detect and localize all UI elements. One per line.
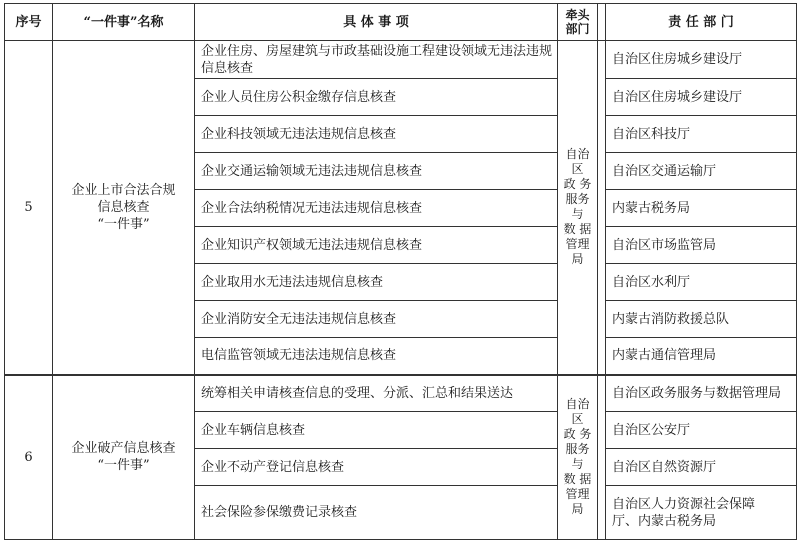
group-name-line3: “一件事” [97,216,150,232]
dept-cell: 自治区公安厅 [606,412,797,449]
lead-line: 管理局 [565,237,590,267]
dept-cell: 自治区水利厅 [606,264,797,301]
table-header-row [5,4,797,41]
header-no: 序号 [5,4,53,41]
header-lead-line2: 部门 [565,22,590,36]
item-cell: 企业合法纳税情况无违法违规信息核查 [195,190,558,227]
table-row [5,375,797,412]
item-cell: 企业车辆信息核查 [195,412,558,449]
lead-line: 自治区 [565,397,590,427]
dept-cell: 自治区住房城乡建设厅 [606,79,797,116]
item-cell: 企业不动产登记信息核查 [195,449,558,486]
dept-cell: 内蒙古消防救援总队 [606,301,797,338]
header-dept: 责 任 部 门 [606,4,797,41]
item-cell: 企业交通运输领域无违法违规信息核查 [195,153,558,190]
lead-line: 自治区 [565,147,590,177]
dept-cell: 自治区科技厅 [606,116,797,153]
header-name: “一件事”名称 [53,4,195,41]
header-lead-line1: 牵头 [565,8,590,22]
dept-cell: 自治区自然资源厅 [606,449,797,486]
group-name-line2: “一件事” [97,458,150,474]
group-name-line1: 企业破产信息核查 [71,441,176,457]
item-cell: 社会保险参保缴费记录核查 [195,486,558,540]
dept-cell: 自治区政务服务与数据管理局 [606,375,797,412]
lead-line: 数 据 [563,222,592,237]
lead-department [558,41,598,375]
task-table [4,3,797,540]
gap-column [598,41,606,375]
dept-cell [606,486,797,540]
dept-line1: 自治区人力资源社会保障 [612,496,756,512]
lead-line: 服务与 [565,192,590,222]
group-no: 5 [5,41,53,375]
header-lead [558,4,598,41]
dept-cell: 内蒙古通信管理局 [606,338,797,375]
group-name-line1: 企业上市合法合规 [71,182,176,198]
table-row [5,41,797,79]
lead-line: 数 据 [563,472,592,487]
lead-department [558,375,598,540]
item-cell: 企业知识产权领域无违法违规信息核查 [195,227,558,264]
dept-cell: 内蒙古税务局 [606,190,797,227]
group-name [53,41,195,375]
item-cell: 企业住房、房屋建筑与市政基础设施工程建设领域无违法违规信息核查 [195,41,558,79]
lead-line: 政 务 [563,427,592,442]
item-cell: 统筹相关申请核查信息的受理、分派、汇总和结果送达 [195,375,558,412]
item-cell: 企业消防安全无违法违规信息核查 [195,301,558,338]
item-cell: 企业科技领域无违法违规信息核查 [195,116,558,153]
header-gap [598,4,606,41]
lead-line: 政 务 [563,177,592,192]
group-name-line2: 信息核查 [97,199,150,215]
dept-line2: 厅、内蒙古税务局 [612,513,717,529]
dept-cell: 自治区住房城乡建设厅 [606,41,797,79]
lead-line: 管理局 [565,487,590,517]
item-cell: 电信监管领域无违法违规信息核查 [195,338,558,375]
dept-cell: 自治区交通运输厅 [606,153,797,190]
group-name [53,375,195,540]
group-no: 6 [5,375,53,540]
dept-cell: 自治区市场监管局 [606,227,797,264]
lead-line: 服务与 [565,442,590,472]
gap-column [598,375,606,540]
item-cell: 企业人员住房公积金缴存信息核查 [195,79,558,116]
header-items: 具 体 事 项 [195,4,558,41]
item-cell: 企业取用水无违法违规信息核查 [195,264,558,301]
